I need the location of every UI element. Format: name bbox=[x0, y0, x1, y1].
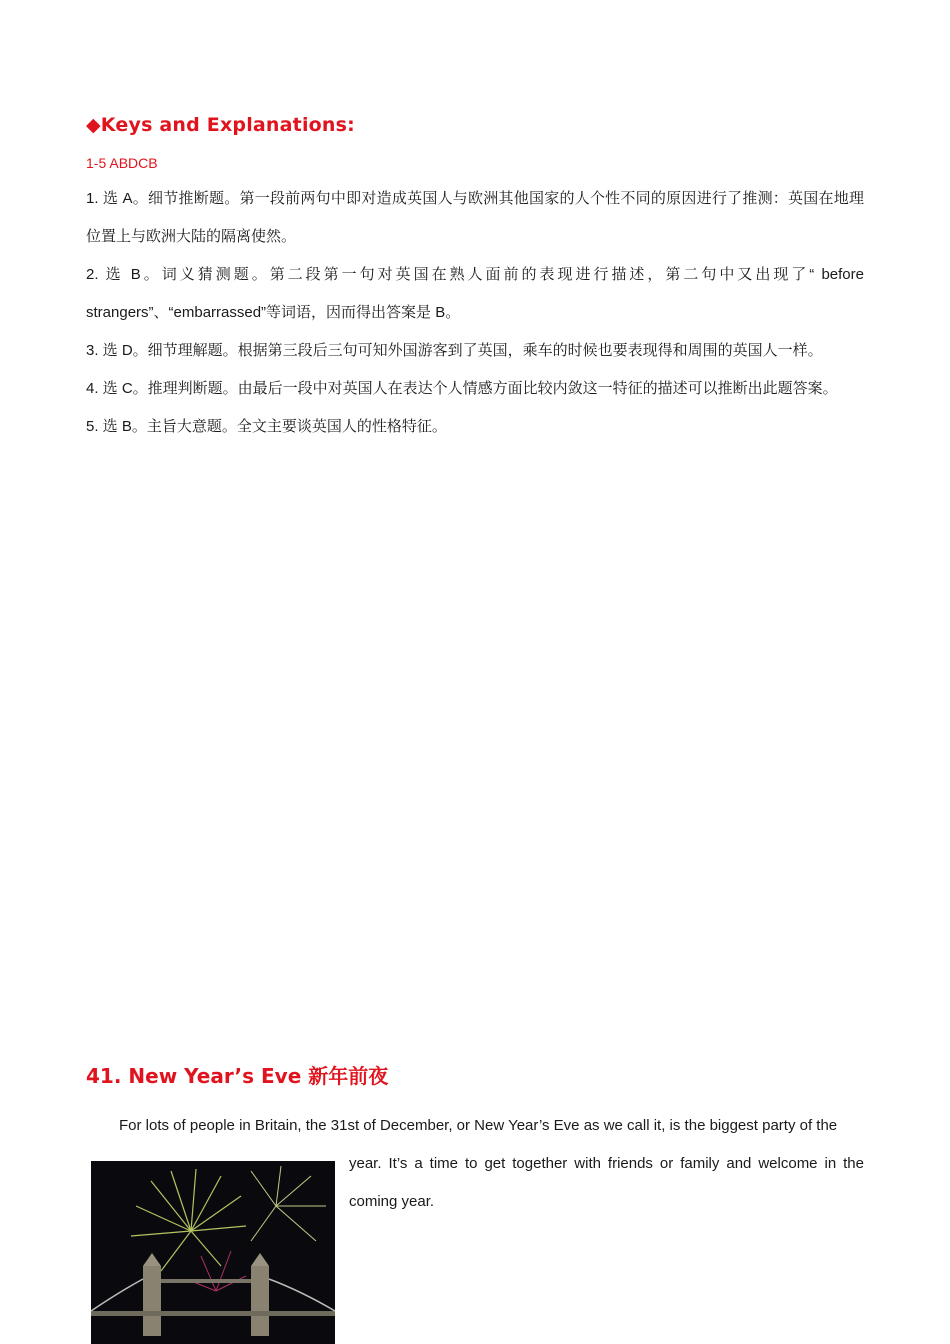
explanation-item: 2. 选 B。词义猜测题。第二段第一句对英国在熟人面前的表现进行描述，第二句中又出现了“ before strangers”、“embarrassed”等词语，因而得出答案是 B。 bbox=[86, 266, 864, 321]
article-paragraph-wrap: year. It’s a time to get together with friends or family and welcome in the coming year. bbox=[349, 1155, 864, 1210]
article-paragraph-line1: For lots of people in Britain, the 31st of December, or New Year’s Eve as we call it, is the biggest party of the bbox=[119, 1117, 838, 1134]
explanation-item: 3. 选 D。细节理解题。根据第三段后三句可知外国游客到了英国，乘车的时候也要表现得和周围的英国人一样。 bbox=[86, 342, 823, 359]
answer-key: 1-5 ABDCB bbox=[86, 155, 158, 171]
article-title: 41. New Year’s Eve 新年前夜 bbox=[86, 1064, 389, 1088]
keys-heading: ◆Keys and Explanations: bbox=[86, 114, 355, 136]
explanation-item: 1. 选 A。细节推断题。第一段前两句中即对造成英国人与欧洲其他国家的人个性不同的原因进行了推测：英国在地理位置上与欧洲大陆的隔离使然。 bbox=[86, 190, 864, 245]
explanation-list bbox=[86, 180, 864, 446]
fireworks-photo bbox=[91, 1161, 335, 1344]
explanation-item: 5. 选 B。主旨大意题。全文主要谈英国人的性格特征。 bbox=[86, 418, 447, 435]
explanation-item: 4. 选 C。推理判断题。由最后一段中对英国人在表达个人情感方面比较内敛这一特征的描述可以推断出此题答案。 bbox=[86, 380, 838, 397]
